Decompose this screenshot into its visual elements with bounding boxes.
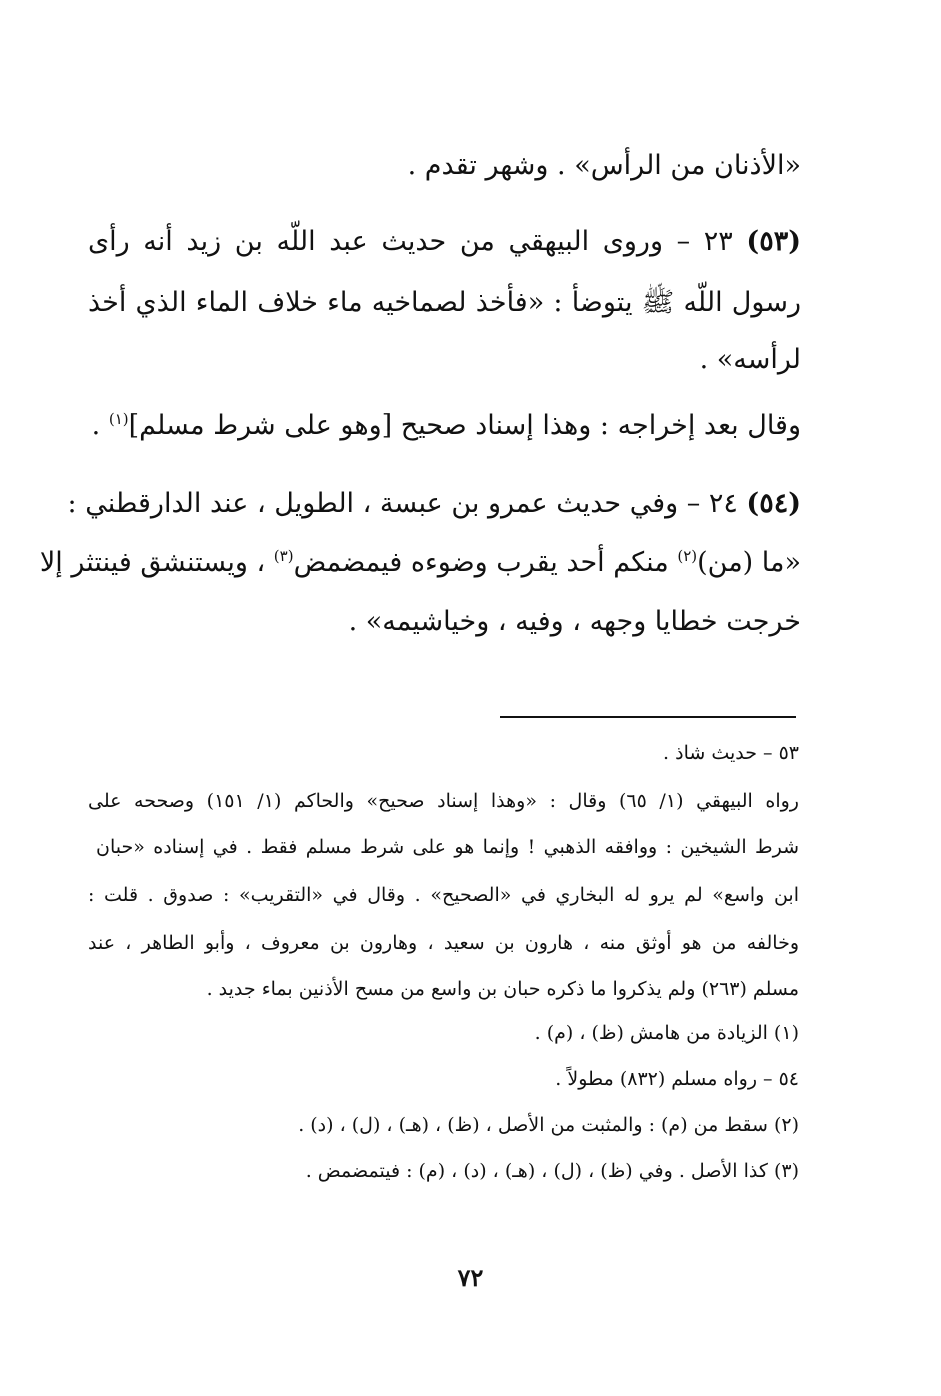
statement-tail: . (91, 410, 109, 441)
hadith-54-line-2-c: ، ويستنشق فينتثر إلا (39, 547, 274, 578)
hadith-53-line-1 (88, 226, 801, 257)
hadith-54-number: (٥٤) (746, 488, 801, 519)
hadith-54-line-1 (67, 488, 801, 519)
footnote-53-line-4: وخالفه من هو أوثق منه ، هارون بن سعيد ، وهارون بن معروف ، وأبو الطاهر ، عند (88, 932, 799, 954)
footnote-ref-3[interactable]: (٣) (273, 547, 294, 565)
hadith-54-line-2-a: «ما (من) (697, 547, 801, 578)
footnote-53-title: ٥٣ – حديث شاذ . (663, 742, 799, 764)
footnote-53-line-5: مسلم (٢٦٣) ولم يذكروا ما ذكره حبان بن واسع من مسح الأذنين بماء جديد . (206, 978, 799, 1000)
page-number: ٧٢ (457, 1263, 484, 1292)
statement-text: وقال بعد إخراجه : وهذا إسناد صحيح [وهو على شرط مسلم] (128, 410, 801, 441)
main-line-1: «الأذنان من الرأس» . وشهر تقدم . (407, 150, 801, 181)
footnote-ref-2[interactable]: (٢) (677, 547, 698, 565)
footnote-3: (٣) كذا الأصل . وفي (ظ) ، (ل) ، (هـ) ، (د) ، (م) : فيتمضمض . (305, 1160, 799, 1182)
footnote-separator (500, 716, 796, 718)
hadith-53-line-2: رسول اللّه ﷺ يتوضأ : «فأخذ لصماخيه ماء خلاف الماء الذي أخذ (88, 287, 801, 318)
footnote-53-line-3: ابن واسع» لم يرو له البخاري في «الصحيح» . وقال في «التقريب» : صدوق . قلت : (88, 884, 799, 906)
statement-line (92, 410, 801, 441)
footnote-2: (٢) سقط من (م) : والمثبت من الأصل ، (ظ) ، (هـ) ، (ل) ، (د) . (298, 1114, 799, 1136)
hadith-54-line-3: خرجت خطايا وجهه ، وفيه ، وخياشيمه» . (348, 606, 801, 637)
footnote-1: (١) الزيادة من هامش (ظ) ، (م) . (534, 1022, 799, 1044)
hadith-54-line-1-text: ٢٤ – وفي حديث عمرو بن عبسة ، الطويل ، عند الدارقطني : (67, 488, 747, 519)
footnote-ref-1[interactable]: (١) (108, 410, 129, 428)
hadith-54-line-2-b: منكم أحد يقرب وضوءه فيمضمض (293, 547, 678, 578)
footnote-53-line-2: شرط الشيخين : ووافقه الذهبي ! وإنما هو على شرط مسلم فقط . في إسناده «حبان (96, 836, 799, 858)
hadith-53-number: (٥٣) (746, 226, 801, 257)
footnote-54-title: ٥٤ – رواه مسلم (٨٣٢) مطولاً . (555, 1068, 799, 1090)
footnote-53-line-1: رواه البيهقي (١/ ٦٥) وقال : «وهذا إسناد صحيح» والحاكم (١/ ١٥١) وصححه على (88, 790, 799, 812)
hadith-53-line-3: لرأسه» . (699, 344, 801, 375)
hadith-53-line-1-text: ٢٣ – وروى البيهقي من حديث عبد اللّه بن زيد أنه رأى (88, 226, 747, 257)
hadith-54-line-2 (39, 547, 801, 578)
